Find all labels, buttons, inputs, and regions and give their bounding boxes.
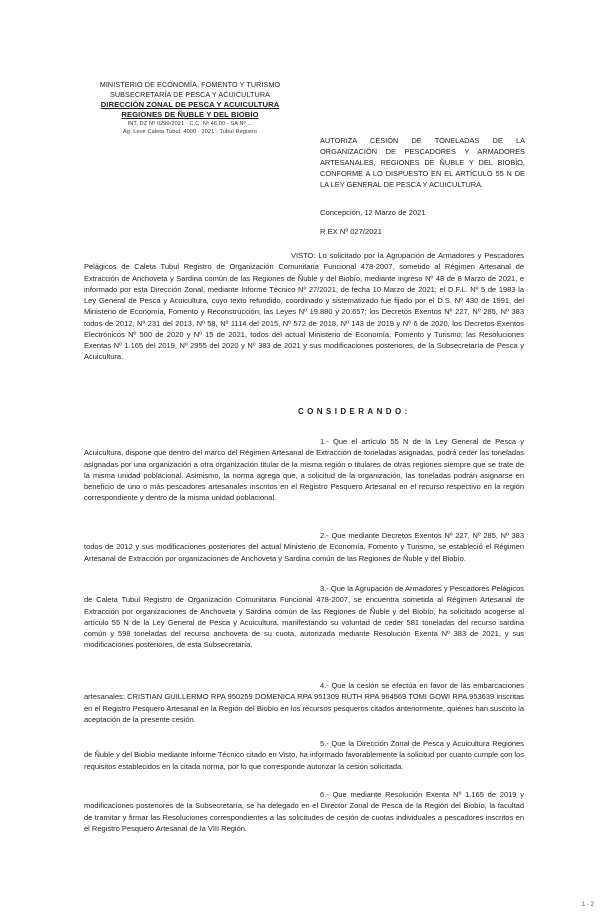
considerando-1-text: 1.- Que el artículo 55 N de la Ley General de Pesca y Acuicultura, dispone que dentro del marco del Régimen Artesanal de Extracción de toneladas asignadas, podrá ceder las toneladas asignadas por una organización a otra organización titular de la misma región o titulares de otras regiones siempre que se trate de la misma unidad poblacional. Asimismo, la norma agrega que, a solicitud de la organización, las toneladas podrán asignarse en beneficio de uno o más pescadores artesanales inscritos en el Registro Pesquero Artesanal en el recurso respectivo en la región correspondiente y dentro de la misma unidad poblacional. [84,437,524,503]
considerando-heading: CONSIDERANDO: [298,407,411,416]
page-corner-mark: 1 - 2 [581,902,594,908]
considerando-1 [84,436,524,504]
internal-reference: INT. DZ Nº 0299/2021 · C.C. Nº 46,00 · SA Nº ... [127,121,253,127]
visto-paragraph [84,250,524,363]
considerando-6-text: 6.- Que mediante Resolución Exenta Nº 1.165 de 2019 y modificaciones posteriores de la Subsecretaría, se ha delegado en el Director Zonal de Pesca de la Región del Biobío, la facultad de tramitar y firmar las Resoluciones correspondientes a las solicitudes de cesión de cuotas individuales a pescadores inscritos en el Registro Pesquero Artesanal de la VIII Región. [84,790,524,833]
visto-text: VISTO: Lo solicitado por la Agrupación de Armadores y Pescadores Pelágicos de Caleta Tubul Registro de Organización Comunitaria Funcional 478-2007, sometido al Régimen Artesanal de Extracción de Anchoveta y Sardina común de las Regiones de Ñuble y del Biobío, mediante ingreso Nº 48 de 8 Marzo de 2021, e informado por esta Dirección Zonal, mediante Informe Técnico Nº 27/2021, de fecha 10 Marzo de 2021; el D.F.L. Nº 5 de 1983 la Ley General de Pesca y Acuicultura, cuyo texto refundido, coordinado y sistematizado fue fijado por el D.S. Nº 430 de 1991, del Ministerio de Economía, Fomento y Reconstrucción; las Leyes Nº 19.880 y 20.657; los Decretos Exentos Nº 227, Nº 285, Nº 383 todos de 2012, Nº 231 del 2013, Nº 58, Nº 1114 del 2015, Nº 572 de 2018, Nº 143 de 2019 y Nº 6 de 2020, los Decretos Exentos Electrónicos Nº 500 de 2020 y Nº 15 de 2021, todos del actual Ministerio de Economía, Fomento y Turismo; las Resoluciones Exentas Nº 1.165 del 2019, Nº 2955 del 2020 y Nº 383 de 2021 y sus modificaciones posteriores, de la Subsecretaría de Pesca y Acuicultura. [84,251,524,362]
resolution-subject: AUTORIZA CESIÓN DE TONELADAS DE LA ORGANIZACIÓN DE PESCADORES Y ARMADORES ARTESANALES, REGIONES DE ÑUBLE Y DEL BIOBÍO, CONFORME A LO DISPUESTO EN EL ARTÍCULO 55 N DE LA LEY GENERAL DE PESCA Y ACUICULTURA. [320,136,525,189]
ministry-name: MINISTERIO DE ECONOMÍA, FOMENTO Y TURISMO [99,80,281,89]
considerando-3-text: 3.- Que la Agrupación de Armadores y Pescadores Pelágicos de Caleta Tubul Registro de Organización Comunitaria Funcional 478-2007, se encuentra sometida al Régimen Artesanal de Extracción por organizaciones de Anchoveta y Sardina común de las Regiones de Ñuble y del Biobío, ha solicitado acogerse al artículo 55 N de la Ley General de Pesca y Acuicultura, manifestando su voluntad de ceder 581 toneladas del recurso sardina común y 598 toneladas del recurso anchoveta de su cuota, autorizada mediante Resolución Exenta Nº 383 de 2021, y sus modificaciones posteriores, de esta Subsecretaría. [84,584,524,650]
considerando-5 [84,738,524,772]
directorate-name: DIRECCIÓN ZONAL DE PESCA Y ACUICULTURA [100,100,280,109]
considerando-2 [84,530,524,564]
considerando-4-text: 4.- Que la cesión se efectúa en favor de las embarcaciones artesanales: CRISTIAN GUILLERMO RPA 950259 DOMENICA RPA 951309 RUTH RPA 964569 TOMI GOWI RPA 953639 inscritas en el Registro Pesquero Artesanal en la Región del Biobío en los recursos pesqueros citados anteriormente, quienes han suscrito la aceptación de la presente cesión. [84,681,524,724]
subsecretariat-name: SUBSECRETARÍA DE PESCA Y ACUICULTURA [109,90,271,99]
considerando-6 [84,789,524,834]
considerando-5-text: 5.- Que la Dirección Zonal de Pesca y Acuicultura Regiones de Ñuble y del Biobío mediante Informe Técnico citado en Visto, ha informado favorablemente la solicitud por cuanto cumple con los requisitos establecidos en la citada norma, por lo que corresponde autorizar la cesión solicitada. [84,739,524,771]
resolution-date: Concepción, 12 Marzo de 2021 [320,208,426,217]
letterhead [70,80,310,136]
considerando-2-text: 2.- Que mediante Decretos Exentos Nº 227, Nº 285, Nº 383 todos de 2012 y sus modificaciones posteriores del actual Ministerio de Economía, Fomento y Turismo, se estableció el Régimen Artesanal de Extracción por organizaciones de Anchoveta y Sardina común de las Regiones de Ñuble y del Biobío. [84,531,524,563]
considerando-3 [84,583,524,651]
applicant-reference: Ag. Leve Caleta Tubul. 4000 · 2021 · Tubul Registro [122,129,258,135]
considerando-4 [84,680,524,725]
regions-name: REGIONES DE ÑUBLE Y DEL BIOBÍO [121,110,259,119]
resolution-number: R EX Nº 027/2021 [320,227,382,236]
